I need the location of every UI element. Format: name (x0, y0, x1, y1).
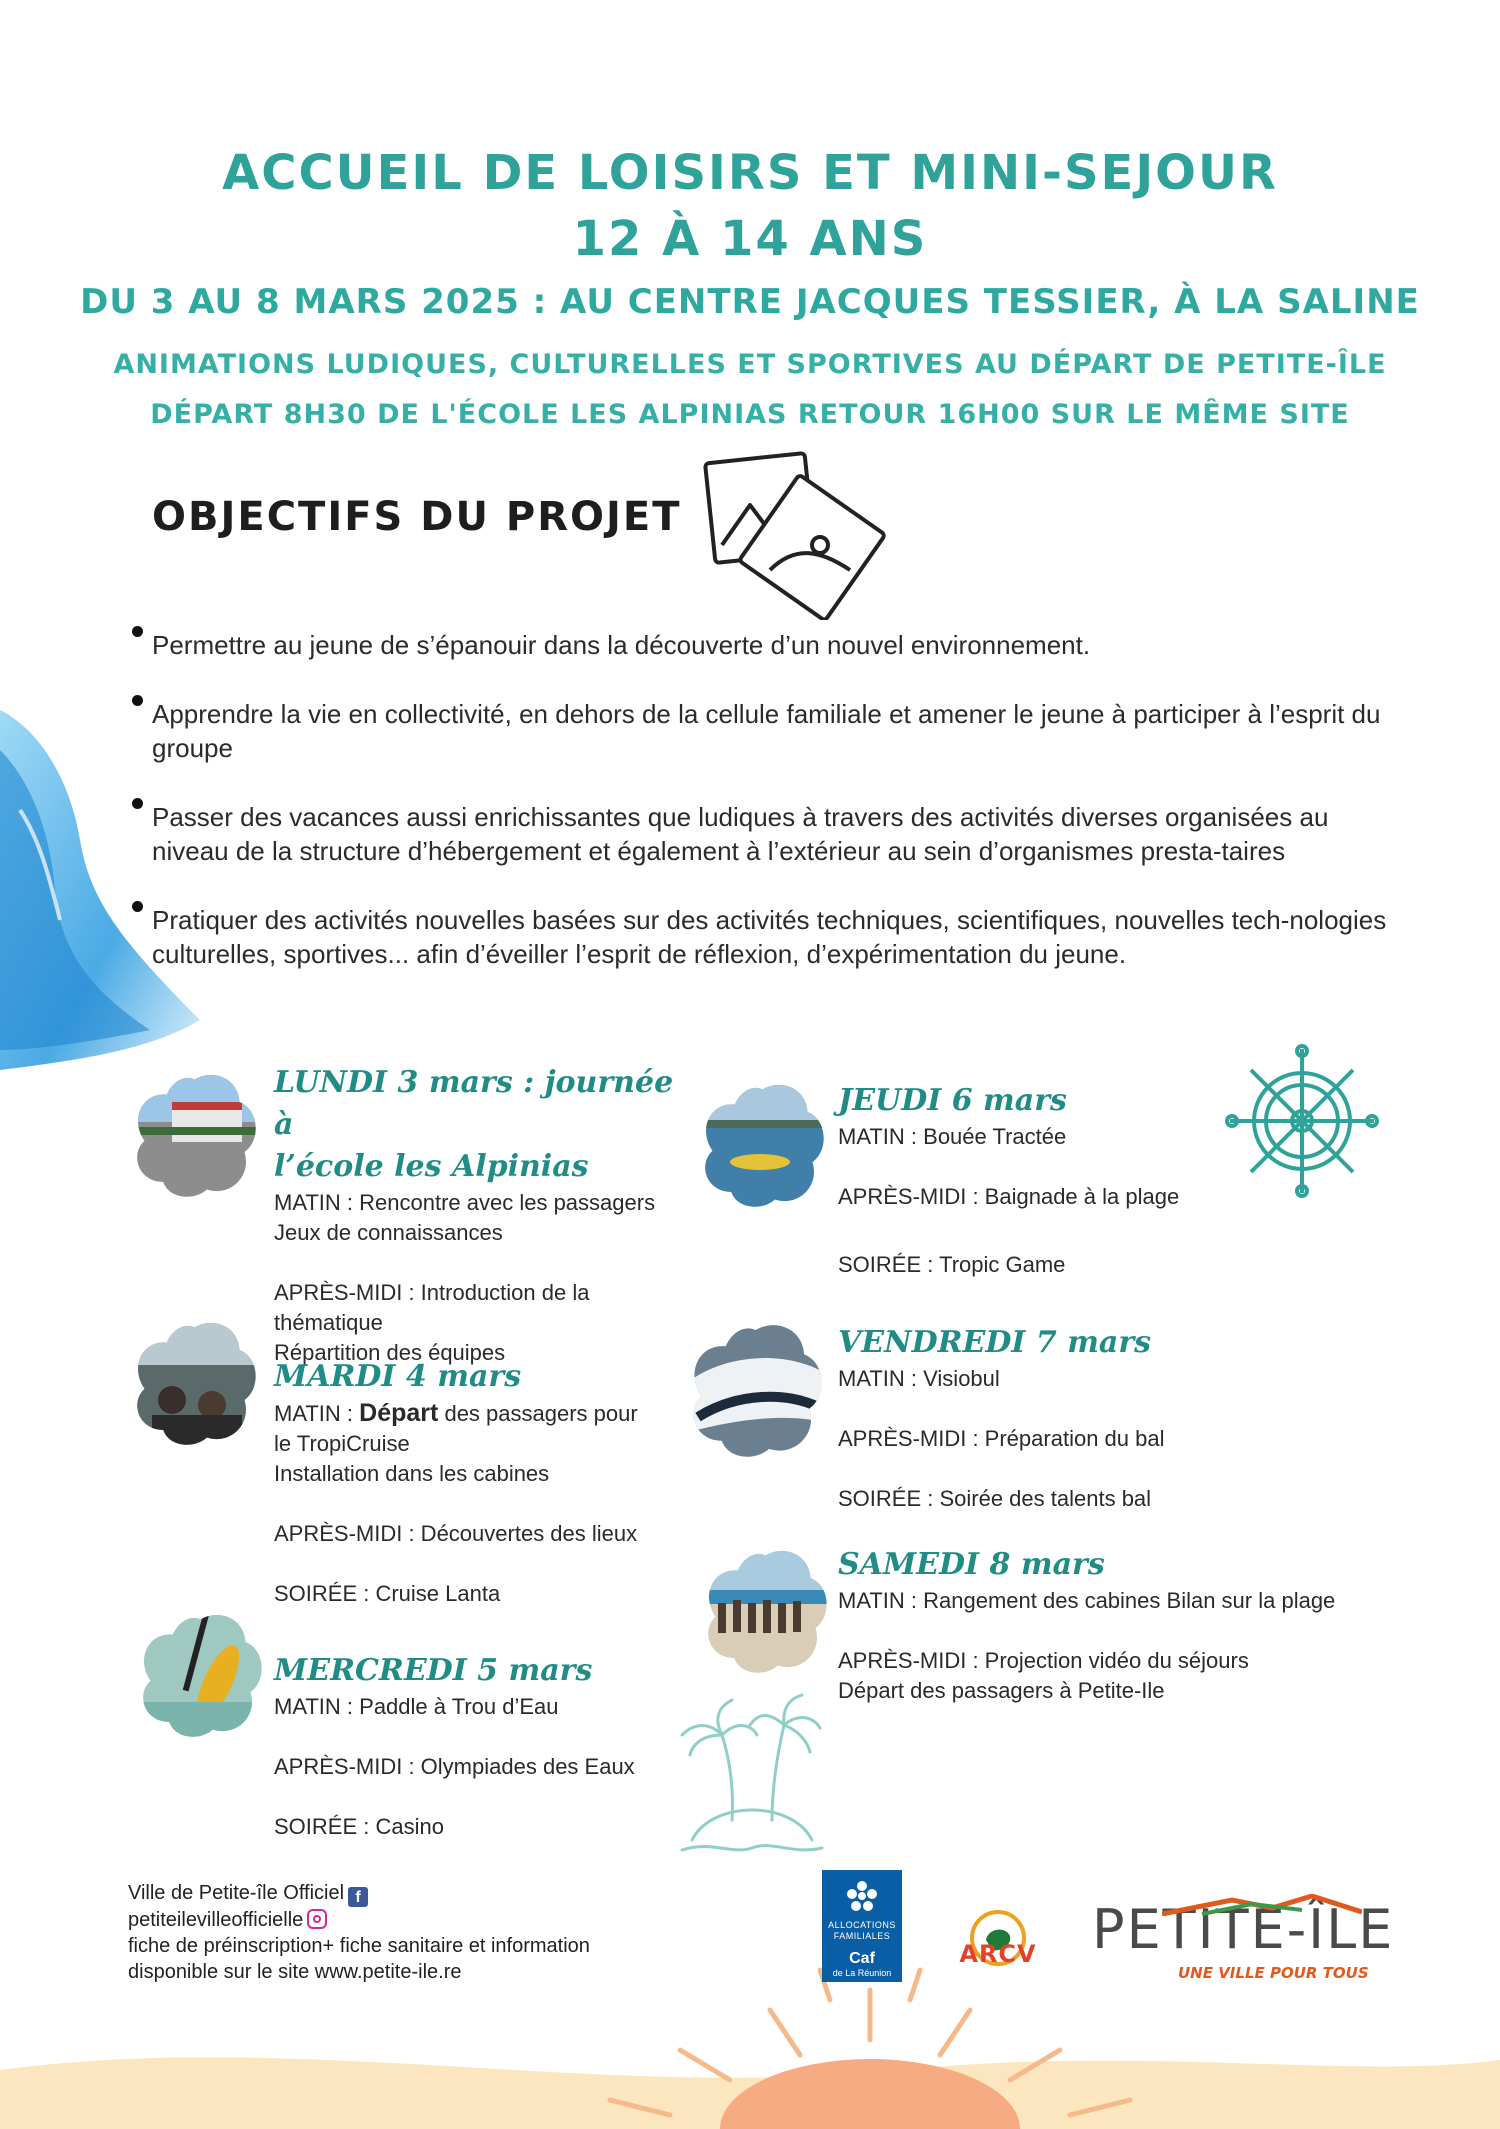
day-tuesday: MARDI 4 mars MATIN : Départ des passagers pour le TropiCruise Installation dans les cabines APRÈS-MIDI : Découvertes des lieux SOIRÉE : Cruise Lanta (132, 1320, 692, 1609)
day-saturday: SAMEDI 8 mars MATIN : Rangement des cabines Bilan sur la plage APRÈS-MIDI : Projection vidéo du séjours Départ des passagers à Petite-Ile (703, 1544, 1383, 1706)
wednesday-photo (138, 1612, 263, 1737)
petite-ile-logo: PETITE-ÎLE UNE VILLE POUR TOUS (1092, 1900, 1394, 1982)
objective-item: Permettre au jeune de s’épanouir dans la découverte d’un nouvel environnement. (132, 628, 1402, 662)
tuesday-title: MARDI 4 mars (274, 1359, 522, 1394)
friday-photo (688, 1322, 823, 1457)
bullet-icon (132, 798, 143, 809)
objective-item: Passer des vacances aussi enrichissantes que ludiques à travers des activités diverses organisées au niveau de la structure d’hébergement et également à l’extérieur au sein d’organismes presta-taires (132, 800, 1402, 868)
thursday-photo (700, 1082, 825, 1207)
arcv-logo: ARCV (959, 1940, 1037, 1968)
bullet-icon (132, 695, 143, 706)
mountain-icon (1162, 1894, 1362, 1916)
thursday-title: JEUDI 6 mars (838, 1083, 1067, 1118)
subtitle-activities: ANIMATIONS LUDIQUES, CULTURELLES ET SPORTIVES AU DÉPART DE PETITE-ÎLE (113, 349, 1387, 380)
saturday-photo (703, 1548, 828, 1673)
page-title: ACCUEIL DE LOISIRS ET MINI-SEJOUR (222, 145, 1278, 201)
objective-item: Apprendre la vie en collectivité, en dehors de la cellule familiale et amener le jeune à participer à l’esprit du groupe (132, 697, 1402, 765)
objectives-list (132, 628, 1402, 1006)
caf-logo: ALLOCATIONS FAMILIALES Caf de La Réunion (822, 1870, 902, 1982)
bullet-icon (132, 901, 143, 912)
day-wednesday: MERCREDI 5 mars MATIN : Paddle à Trou d’Eau APRÈS-MIDI : Olympiades des Eaux SOIRÉE : Casino (138, 1612, 698, 1842)
header (0, 140, 1500, 440)
subtitle-departure: DÉPART 8H30 DE L'ÉCOLE LES ALPINIAS RETOUR 16H00 SUR LE MÊME SITE (150, 399, 1350, 430)
age-range: 12 À 14 ANS (572, 211, 928, 267)
objectives-title: OBJECTIFS DU PROJET (152, 494, 682, 540)
instagram-link[interactable]: petiteilevilleofficielle (128, 1909, 304, 1931)
friday-title: VENDREDI 7 mars (838, 1325, 1152, 1360)
monday-title-line2: l’école les Alpinias (274, 1149, 589, 1184)
monday-photo (132, 1072, 257, 1197)
wednesday-title: MERCREDI 5 mars (274, 1653, 593, 1688)
website-info: disponible sur le site www.petite-ile.re (128, 1961, 462, 1983)
tuesday-photo (132, 1320, 257, 1445)
photos-icon (700, 450, 890, 620)
facebook-link[interactable]: Ville de Petite-île Officiel (128, 1882, 345, 1904)
saturday-title: SAMEDI 8 mars (838, 1547, 1105, 1582)
day-thursday: JEUDI 6 mars MATIN : Bouée Tractée APRÈS-MIDI : Baignade à la plage SOIRÉE : Tropic Game (700, 1080, 1320, 1280)
objective-item: Pratiquer des activités nouvelles basées sur des activités techniques, scientifiques, nouvelles tech-nologies culturelles, sportives... afin d’éveiller l’esprit de réflexion, d’expérimentation du jeune. (132, 903, 1402, 971)
caf-emblem-icon (844, 1878, 880, 1916)
facebook-icon: f (348, 1887, 368, 1907)
instagram-icon (307, 1909, 327, 1929)
footer-contacts: Ville de Petite-île Officiel f petiteilevilleofficielle fiche de préinscription+ fiche sanitaire et information disponible sur le site www.petite-ile.re (128, 1882, 590, 1983)
monday-title: LUNDI 3 mars : journée à (274, 1065, 674, 1142)
dates-location: DU 3 AU 8 MARS 2025 : AU CENTRE JACQUES TESSIER, À LA SALINE (80, 282, 1420, 322)
palm-island-icon (672, 1690, 832, 1865)
day-friday: VENDREDI 7 mars MATIN : Visiobul APRÈS-MIDI : Préparation du bal SOIRÉE : Soirée des talents bal (688, 1322, 1308, 1514)
bullet-icon (132, 626, 143, 637)
day-monday: LUNDI 3 mars : journée à l’école les Alpinias MATIN : Rencontre avec les passagers Jeux de connaissances APRÈS-MIDI : Introduction de la thématique Répartition des équipes (132, 1062, 692, 1368)
